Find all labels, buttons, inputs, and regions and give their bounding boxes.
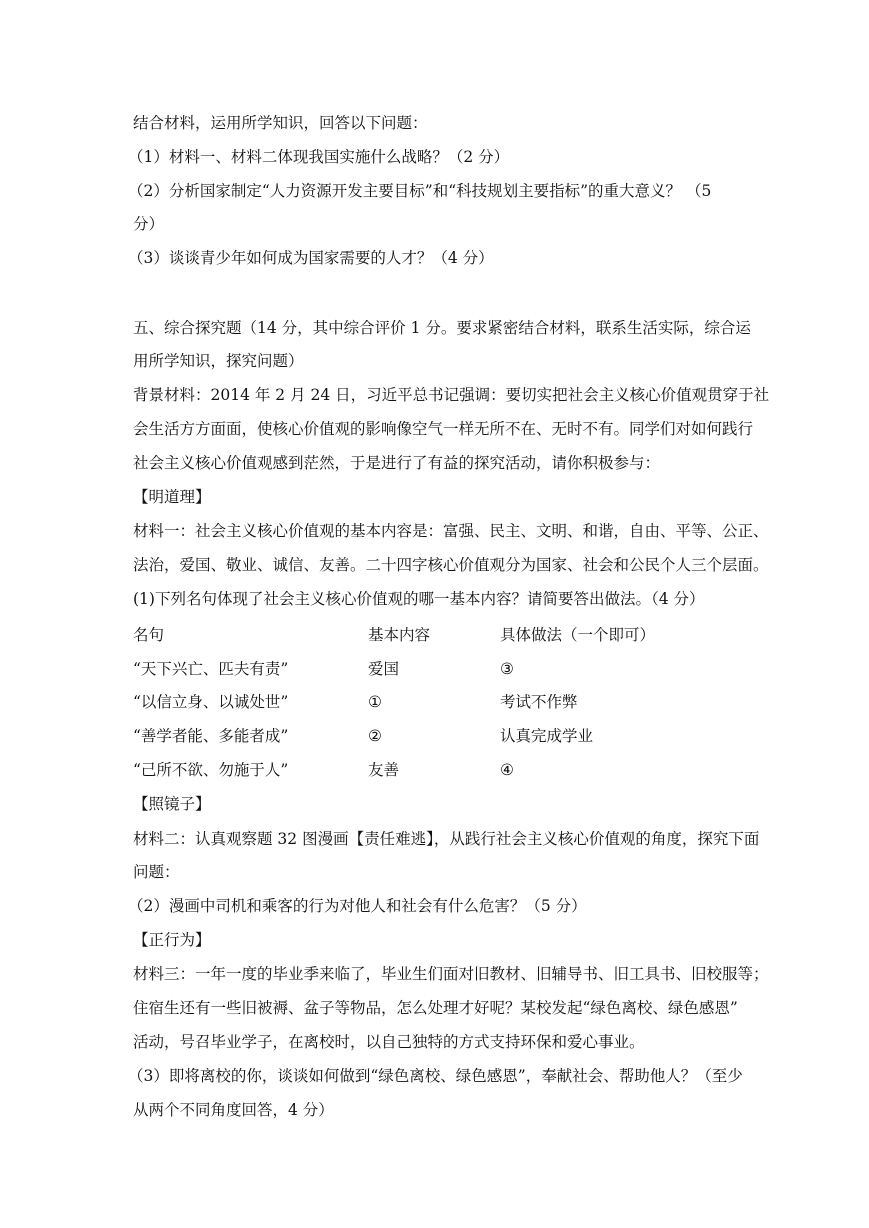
material-2-line-1: 材料二：认真观察题 32 图漫画【责任难逃】，从践行社会主义核心价值观的角度，探究下面 [133,830,760,848]
table-cell: “己所不欲、勿施于人” [133,761,289,779]
table-header-cell: 基本内容 [368,626,431,644]
sub-question-1: (1)下列名句体现了社会主义核心价值观的哪一基本内容？请简要答出做法。（4 分） [133,590,705,608]
sub-question-3-line-2: 从两个不同角度回答，4 分） [133,1101,334,1119]
q4-question-1: （1）材料一、材料二体现我国实施什么战略？（2 分） [128,148,510,166]
table-cell: ② [368,727,382,745]
q5-title-line-1: 五、综合探究题（14 分，其中综合评价 1 分。要求紧密结合材料，联系生活实际，综合运 [133,319,751,337]
table-cell: ① [368,693,382,711]
material-3-line-3: 活动，号召毕业学子，在离校时，以自己独特的方式支持环保和爱心事业。 [133,1033,645,1051]
table-cell: 友善 [368,761,400,779]
table-header-cell: 具体做法（一个即可） [500,626,656,644]
section-heading-zhaojingzi: 【照镜子】 [133,795,211,813]
q5-title-line-2: 用所学知识，探究问题） [133,352,304,370]
table-cell: “天下兴亡、匹夫有责” [133,660,289,678]
table-cell: 爱国 [368,660,400,678]
material-1-line-1: 材料一：社会主义核心价值观的基本内容是：富强、民主、文明、和谐，自由、平等、公正、 [133,522,769,540]
material-1-line-2: 法治，爱国、敬业、诚信、友善。二十四字核心价值观分为国家、社会和公民个人三个层面。 [133,556,769,574]
material-2-line-2: 问题： [133,863,180,881]
material-3-line-2: 住宿生还有一些旧被褥、盆子等物品，怎么处理才好呢？某校发起“绿色离校、绿色感恩” [133,999,738,1017]
background-material-line-2: 会生活方方面面，使核心价值观的影响像空气一样无所不在、无时不有。同学们对如何践行 [133,420,754,438]
section-heading-mingdaoli: 【明道理】 [133,488,211,506]
material-3-line-1: 材料三：一年一度的毕业季来临了，毕业生们面对旧教材、旧辅导书、旧工具书、旧校服等； [133,965,769,983]
sub-question-2: （2）漫画中司机和乘客的行为对他人和社会有什么危害？（5 分） [128,897,587,915]
q4-question-2-line-1: （2）分析国家制定“人力资源开发主要目标”和“科技规划主要指标”的重大意义？ （5 [128,182,712,200]
table-cell: 认真完成学业 [500,727,594,745]
table-cell: “善学者能、多能者成” [133,727,289,745]
background-material-line-1: 背景材料：2014 年 2 月 24 日，习近平总书记强调：要切实把社会主义核心价值观贯穿于社 [133,386,770,404]
section-heading-zhengxingwei: 【正行为】 [133,931,211,949]
table-header-cell: 名句 [133,626,165,644]
table-cell: ④ [500,761,514,779]
sub-question-3-line-1: （3）即将离校的你，谈谈如何做到“绿色离校、绿色感恩”，奉献社会、帮助他人？（至少 [128,1067,743,1085]
table-cell: ③ [500,660,514,678]
table-cell: 考试不作弊 [500,693,578,711]
table-cell: “以信立身、以诚处世” [133,693,289,711]
q4-question-3: （3）谈谈青少年如何成为国家需要的人才？（4 分） [128,249,494,267]
q4-question-2-line-2: 分） [133,215,165,233]
q4-intro: 结合材料，运用所学知识，回答以下问题： [133,114,428,132]
background-material-line-3: 社会主义核心价值观感到茫然，于是进行了有益的探究活动，请你积极参与： [133,454,661,472]
